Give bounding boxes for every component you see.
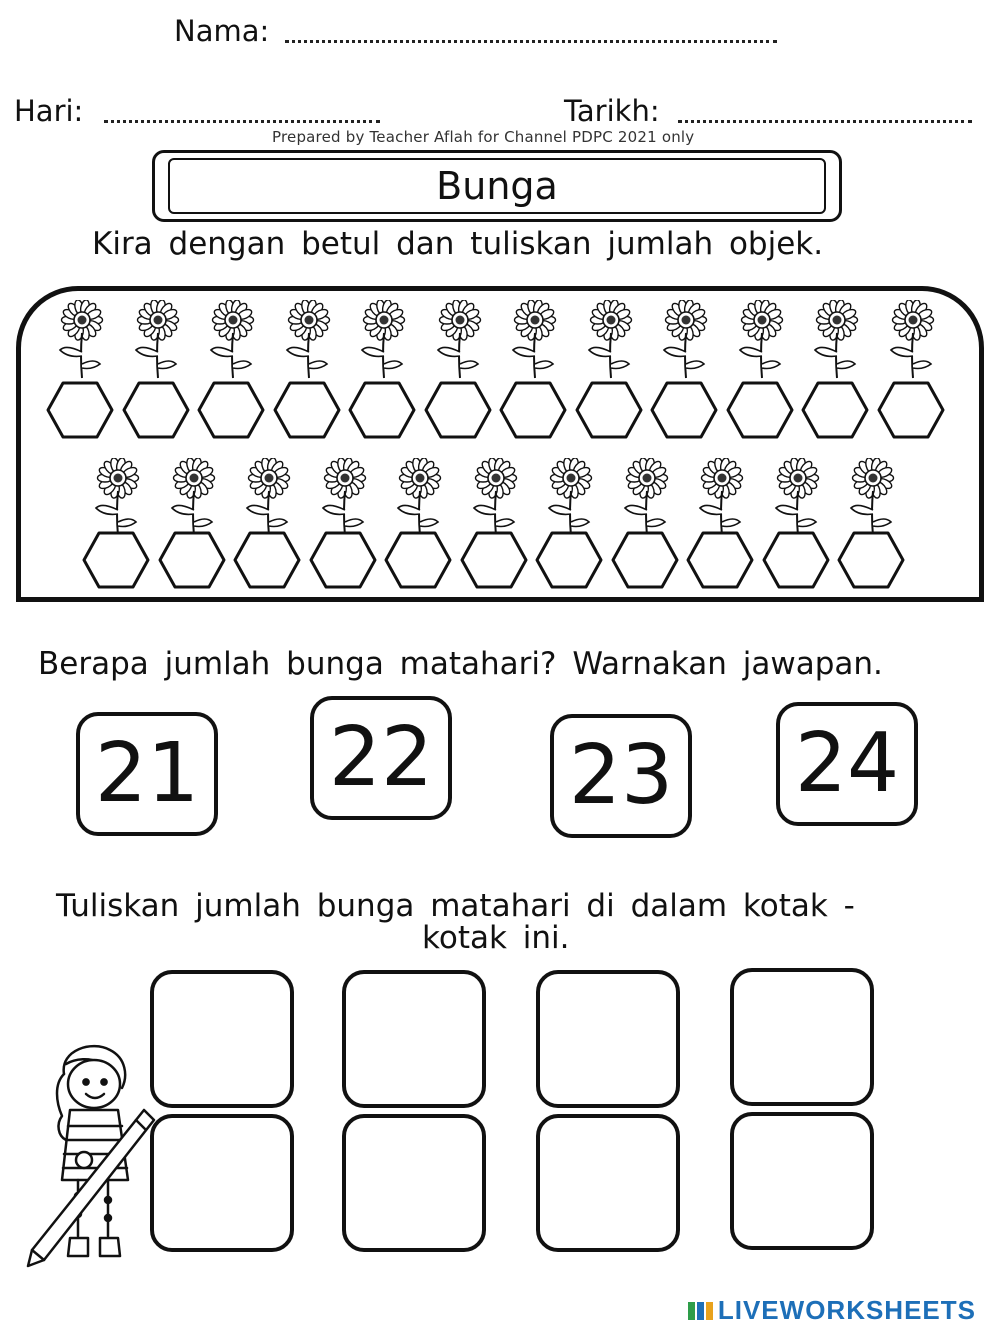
answer-option-22[interactable]	[310, 696, 452, 820]
sunflower-icon	[807, 300, 863, 380]
answer-box-4[interactable]	[730, 968, 874, 1106]
sunflower-icon	[128, 300, 184, 380]
sunflower-icon	[88, 458, 144, 538]
answer-box-1[interactable]	[150, 970, 294, 1108]
write-instruction-line2: kotak ini.	[422, 920, 570, 956]
liveworksheets-logo-text: LIVEWORKSHEETS	[717, 1295, 976, 1325]
hexagon-answer-slot[interactable]	[685, 530, 755, 590]
sunflower-icon	[617, 458, 673, 538]
sunflower-icon	[581, 300, 637, 380]
sunflower-icon	[203, 300, 259, 380]
sunflower-icon	[52, 300, 108, 380]
hexagon-answer-slot[interactable]	[45, 380, 115, 440]
hexagon-answer-slot[interactable]	[383, 530, 453, 590]
hexagon-answer-slot[interactable]	[800, 380, 870, 440]
girl-with-pencil-illustration	[26, 1040, 156, 1272]
hexagon-answer-slot[interactable]	[574, 380, 644, 440]
page-title: Bunga	[436, 164, 558, 208]
sunflower-icon	[239, 458, 295, 538]
answer-option-24[interactable]	[776, 702, 918, 826]
answer-option-label: 22	[328, 710, 434, 805]
hexagon-answer-slot[interactable]	[498, 380, 568, 440]
answer-box-5[interactable]	[150, 1114, 294, 1252]
answer-box-8[interactable]	[730, 1112, 874, 1250]
answer-box-3[interactable]	[536, 970, 680, 1108]
sunflower-icon	[164, 458, 220, 538]
liveworksheets-logo	[688, 1295, 976, 1326]
sunflower-icon	[505, 300, 561, 380]
liveworksheets-logo-icon	[688, 1300, 714, 1322]
sunflower-icon	[656, 300, 712, 380]
write-instruction-line1: Tuliskan jumlah bunga matahari di dalam kotak -	[56, 888, 855, 924]
hexagon-answer-slot[interactable]	[876, 380, 946, 440]
answer-option-23[interactable]	[550, 714, 692, 838]
sunflower-icon	[843, 458, 899, 538]
answer-option-21[interactable]	[76, 712, 218, 836]
sunflower-icon	[883, 300, 939, 380]
sunflower-icon	[279, 300, 335, 380]
sunflower-icon	[466, 458, 522, 538]
hexagon-answer-slot[interactable]	[157, 530, 227, 590]
hexagon-answer-slot[interactable]	[610, 530, 680, 590]
title-banner	[168, 158, 826, 214]
sunflower-icon	[692, 458, 748, 538]
hexagon-answer-slot[interactable]	[836, 530, 906, 590]
tarikh-field[interactable]	[678, 120, 972, 123]
answer-option-label: 24	[794, 716, 900, 811]
hari-label: Hari:	[14, 94, 84, 128]
sunflower-icon	[390, 458, 446, 538]
sunflower-icon	[354, 300, 410, 380]
sunflower-icon	[315, 458, 371, 538]
hexagon-answer-slot[interactable]	[649, 380, 719, 440]
answer-box-2[interactable]	[342, 970, 486, 1108]
hexagon-answer-slot[interactable]	[423, 380, 493, 440]
hexagon-answer-slot[interactable]	[81, 530, 151, 590]
sunflower-icon	[732, 300, 788, 380]
answer-box-6[interactable]	[342, 1114, 486, 1252]
hexagon-answer-slot[interactable]	[725, 380, 795, 440]
hexagon-answer-slot[interactable]	[308, 530, 378, 590]
hexagon-answer-slot[interactable]	[196, 380, 266, 440]
hexagon-answer-slot[interactable]	[761, 530, 831, 590]
answer-box-7[interactable]	[536, 1114, 680, 1252]
nama-label: Nama:	[174, 14, 270, 48]
hari-field[interactable]	[104, 120, 380, 123]
credit-text: Prepared by Teacher Aflah for Channel PDPC 2021 only	[272, 128, 695, 146]
sunflower-icon	[541, 458, 597, 538]
answer-option-label: 23	[568, 728, 674, 823]
question-text: Berapa jumlah bunga matahari? Warnakan jawapan.	[38, 646, 883, 682]
hexagon-answer-slot[interactable]	[534, 530, 604, 590]
hexagon-answer-slot[interactable]	[272, 380, 342, 440]
tarikh-label: Tarikh:	[564, 94, 660, 128]
nama-field[interactable]	[285, 40, 777, 43]
count-instruction: Kira dengan betul dan tuliskan jumlah objek.	[92, 226, 824, 262]
answer-option-label: 21	[94, 726, 200, 821]
hexagon-answer-slot[interactable]	[347, 380, 417, 440]
hexagon-answer-slot[interactable]	[232, 530, 302, 590]
sunflower-icon	[768, 458, 824, 538]
hexagon-answer-slot[interactable]	[121, 380, 191, 440]
hexagon-answer-slot[interactable]	[459, 530, 529, 590]
sunflower-icon	[430, 300, 486, 380]
